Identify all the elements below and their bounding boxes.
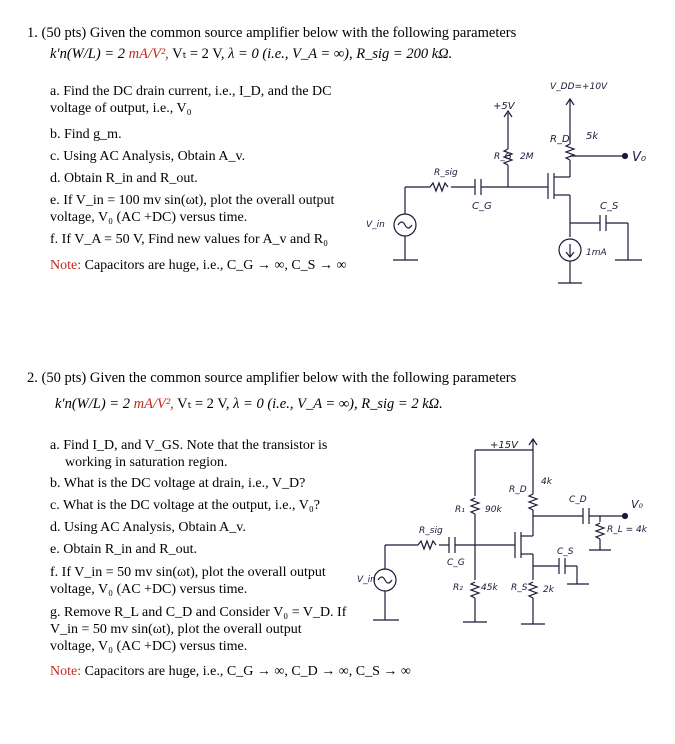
circuit2-vin-label: V_in xyxy=(357,575,376,585)
circuit2-rd-resistor xyxy=(529,494,537,510)
problem1-param-kn-unit: mA/V², xyxy=(128,46,169,62)
problem2-note-label: Note: xyxy=(50,664,82,679)
circuit2-r1-resistor xyxy=(471,498,479,514)
circuit1-plus5-label: +5V xyxy=(493,101,515,112)
circuit1-rsig-label: R_sig xyxy=(434,168,458,178)
problem2-param-vt: Vₜ = 2 V, xyxy=(177,396,230,412)
problem2-heading-text: Given the common source amplifier below with the following parameters xyxy=(89,370,517,386)
circuit2-rs-value: 2k xyxy=(543,585,554,595)
circuit2-output-node xyxy=(623,514,628,519)
problem1-points: (50 pts) xyxy=(41,25,87,41)
problem1-item-a-cont: voltage of output, i.e., V₀ xyxy=(50,101,192,116)
circuit1-rg-label: R_G xyxy=(494,152,512,162)
circuit2-diagram xyxy=(355,432,665,637)
problem2-item-e: e. Obtain R_in and R_out. xyxy=(50,542,197,557)
problem1-item-c: c. Using AC Analysis, Obtain A_v. xyxy=(50,149,246,164)
problem1-heading xyxy=(27,25,516,42)
problem2-item-d: d. Using AC Analysis, Obtain A_v. xyxy=(50,520,246,535)
problem1-param-lambda: λ = 0 (i.e., V_A = ∞), xyxy=(228,46,353,62)
circuit2-cs-label: C_S xyxy=(557,547,574,557)
problem2-item-a-cont: working in saturation region. xyxy=(65,455,228,470)
circuit1-cs-label: C_S xyxy=(600,201,619,212)
circuit2-rd-label: R_D xyxy=(509,485,527,495)
problem1-param-vt: Vₜ = 2 V, xyxy=(172,46,225,62)
circuit1-rsig-resistor xyxy=(430,183,448,191)
problem2-note xyxy=(50,663,411,680)
circuit1-rd-value: 5k xyxy=(586,131,599,142)
circuit2-rs-label: R_S xyxy=(511,583,528,593)
circuit2-vo-label: V₀ xyxy=(631,498,643,511)
problem2-item-b: b. What is the DC voltage at drain, i.e., V_D? xyxy=(50,476,306,491)
problem2-number: 2. xyxy=(27,370,38,386)
problem2-param-rsig: R_sig = 2 kΩ. xyxy=(361,396,443,412)
problem2-item-f: f. If V_in = 50 mv sin(ωt), plot the overall output xyxy=(50,565,326,580)
problem2-params xyxy=(55,396,443,413)
problem1-params xyxy=(50,46,452,63)
circuit2-rs-resistor xyxy=(529,582,537,598)
problem2-item-g-cont1: V_in = 50 mv sin(ωt), plot the overall output xyxy=(50,622,302,637)
problem1-item-a: a. Find the DC drain current, i.e., I_D, and the DC xyxy=(50,84,332,99)
circuit2-rsig-label: R_sig xyxy=(419,526,443,536)
problem1-items xyxy=(50,83,346,274)
problem1-item-e-cont: voltage, V₀ (AC +DC) versus time. xyxy=(50,210,248,225)
problem1-number: 1. xyxy=(27,25,38,41)
problem1-item-f: f. If V_A = 50 V, Find new values for A_v and R₀ xyxy=(50,232,328,247)
problem2-points: (50 pts) xyxy=(41,370,87,386)
problem2-item-c: c. What is the DC voltage at the output, i.e., V₀? xyxy=(50,498,320,513)
circuit2-r2-label: R₂ xyxy=(453,583,463,593)
circuit1-rd-resistor xyxy=(566,144,574,160)
problem2-param-kn: k′n(W/L) = 2 xyxy=(55,396,130,412)
circuit2-rsig-resistor xyxy=(418,541,436,549)
problem2-item-f-cont: voltage, V₀ (AC +DC) versus time. xyxy=(50,582,248,597)
circuit2-rl-label: R_L = 4k xyxy=(607,525,647,535)
circuit2-r2-value: 45k xyxy=(481,583,498,593)
circuit1-diagram xyxy=(360,75,665,295)
problem1-note-label: Note: xyxy=(50,258,82,273)
circuit2-vdd-label: +15V xyxy=(490,440,518,451)
circuit2-r1-label: R₁ xyxy=(455,505,465,515)
problem1-param-rsig: R_sig = 200 kΩ. xyxy=(356,46,453,62)
circuit2-cd-label: C_D xyxy=(569,495,587,505)
problem2-item-g: g. Remove R_L and C_D and Consider V₀ = V_D. If xyxy=(50,605,347,620)
circuit2-cg-label: C_G xyxy=(447,558,465,568)
problem1-heading-text: Given the common source amplifier below with the following parameters xyxy=(89,25,517,41)
problem2-heading xyxy=(27,370,516,387)
problem2-item-a: a. Find I_D, and V_GS. Note that the transistor is xyxy=(50,438,328,453)
problem1-item-d: d. Obtain R_in and R_out. xyxy=(50,171,198,186)
problem2-note-text: Capacitors are huge, i.e., C_G → ∞, C_D → ∞, C_S → ∞ xyxy=(84,664,411,679)
circuit1-rd-label: R_D xyxy=(550,134,570,145)
circuit2-r1-value: 90k xyxy=(485,505,502,515)
circuit1-current-arrow-icon xyxy=(566,244,574,257)
circuit1-cg-label: C_G xyxy=(472,201,492,212)
circuit1-vdd-label: V_DD=+10V xyxy=(550,82,608,92)
circuit1-vin-label: V_in xyxy=(366,220,385,230)
circuit1-isrc-label: 1mA xyxy=(586,248,607,258)
circuit1-output-node xyxy=(623,154,628,159)
problem1-item-e: e. If V_in = 100 mv sin(ωt), plot the overall output xyxy=(50,193,335,208)
circuit1-vo-label: V₀ xyxy=(632,150,647,165)
circuit2-rd-value: 4k xyxy=(541,477,552,487)
problem2-item-g-cont2: voltage, V₀ (AC +DC) versus time. xyxy=(50,639,248,654)
problem1-item-b: b. Find g_m. xyxy=(50,127,122,142)
circuit1-rg-value: 2M xyxy=(520,152,534,162)
problem1-note xyxy=(50,257,346,274)
circuit1-sine-icon xyxy=(398,222,412,228)
problem1-note-text: Capacitors are huge, i.e., C_G → ∞, C_S → ∞ xyxy=(84,258,347,273)
problem1-param-kn: k′n(W/L) = 2 xyxy=(50,46,125,62)
circuit2-sine-icon xyxy=(378,577,392,583)
circuit2-r2-resistor xyxy=(471,582,479,598)
problem2-param-kn-unit: mA/V², xyxy=(133,396,174,412)
problem2-param-lambda: λ = 0 (i.e., V_A = ∞), xyxy=(233,396,358,412)
circuit2-rl-resistor xyxy=(596,523,604,539)
